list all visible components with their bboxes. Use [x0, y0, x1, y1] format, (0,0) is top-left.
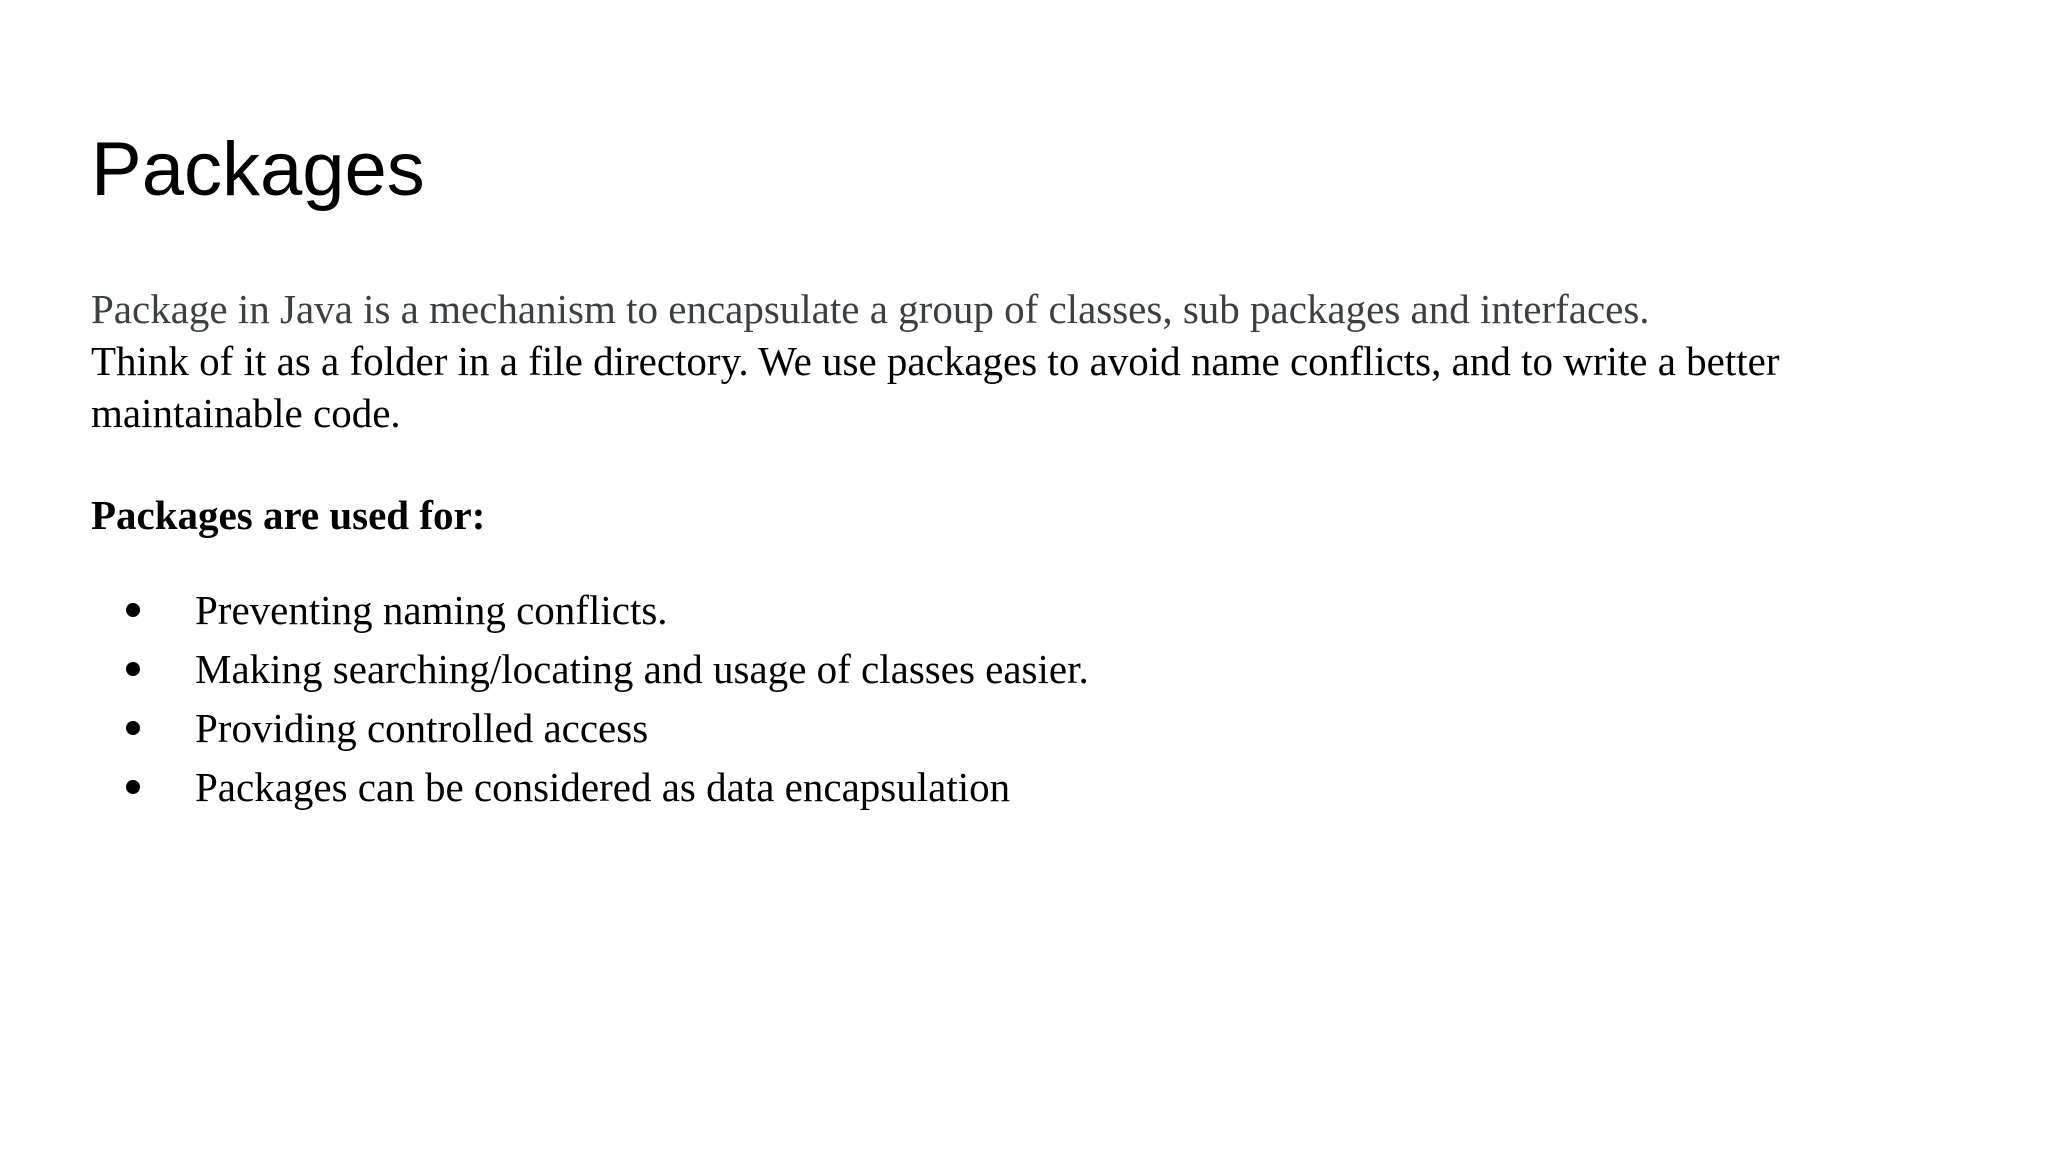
list-item	[91, 640, 1971, 699]
slide-title: Packages	[91, 127, 425, 212]
list-item-text: Preventing naming conflicts.	[195, 587, 668, 633]
bullet-icon	[126, 721, 140, 735]
intro-line-1: Package in Java is a mechanism to encapsulate a group of classes, sub packages and interfaces.	[91, 286, 1650, 332]
subheading: Packages are used for:	[91, 492, 486, 538]
list-item	[91, 758, 1971, 817]
bullet-icon	[126, 662, 140, 676]
list-item-text: Making searching/locating and usage of classes easier.	[195, 646, 1089, 692]
list-item	[91, 699, 1971, 758]
list-item	[91, 581, 1971, 640]
bullet-icon	[126, 780, 140, 794]
list-item-text: Packages can be considered as data encapsulation	[195, 764, 1011, 810]
intro-line-2: Think of it as a folder in a file directory. We use packages to avoid name conflicts, and to write a better maintainable code.	[91, 338, 1780, 436]
bullet-icon	[126, 603, 140, 617]
list-item-text: Providing controlled access	[195, 705, 649, 751]
intro-paragraph	[91, 283, 1971, 439]
slide-body	[91, 283, 1971, 817]
bullet-list	[91, 581, 1971, 817]
